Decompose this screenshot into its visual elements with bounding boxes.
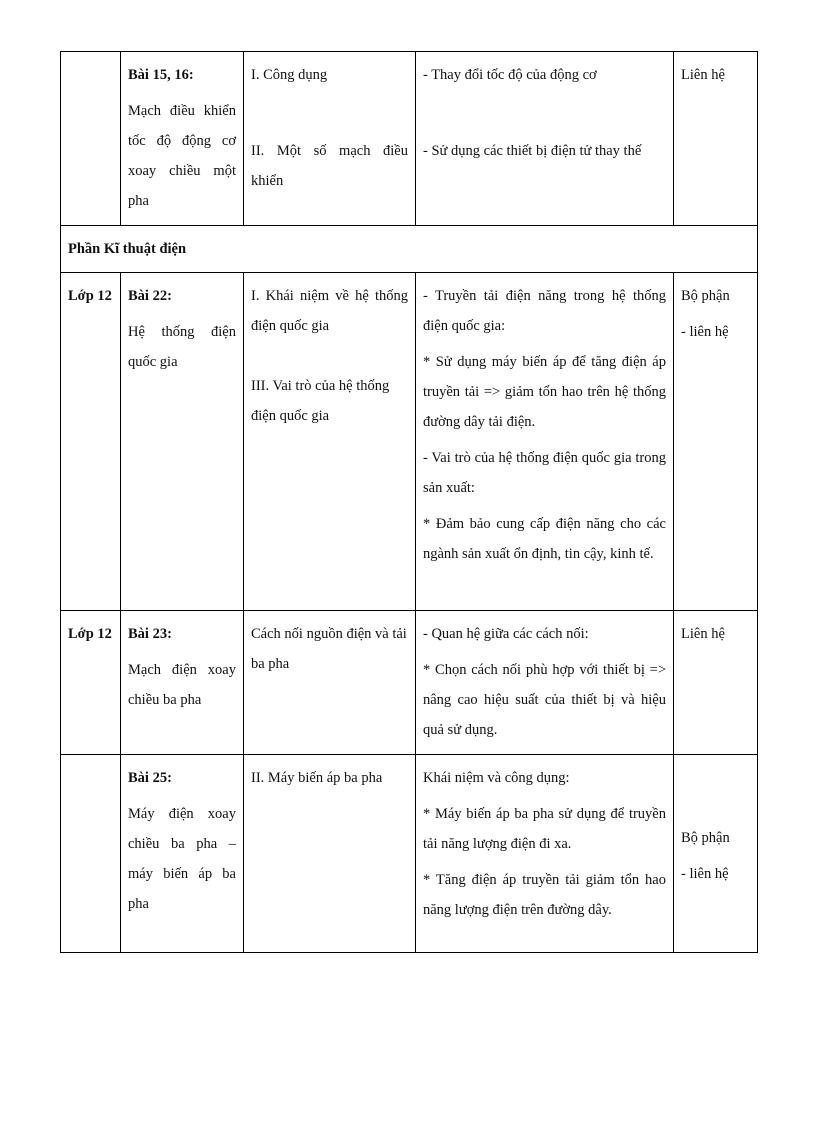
lesson-cell [121,273,244,611]
grade-cell [61,52,121,226]
lesson-cell [121,611,244,755]
content-item: I. Công dụng [251,67,328,83]
application-item: - Quan hệ giữa các cách nối: [423,626,589,642]
application-cell [416,755,674,953]
table-row [61,755,758,953]
lesson-name: Hệ thống điện quốc gia [128,324,236,370]
lesson-number: Bài 15, 16: [128,67,194,83]
method-text: - liên hệ [681,866,729,882]
application-item: - Sử dụng các thiết bị điện tử thay thế [423,143,642,159]
application-cell [416,611,674,755]
method-cell [674,755,758,953]
content-cell [244,273,416,611]
grade-cell [61,611,121,755]
content-cell [244,611,416,755]
lesson-number: Bài 25: [128,770,172,786]
lesson-number: Bài 23: [128,626,172,642]
content-item: II. Một số mạch điều khiển [251,143,408,189]
application-item: - Thay đổi tốc độ của động cơ [423,67,597,83]
content-item: II. Máy biến áp ba pha [251,770,383,786]
section-title-text: Phần Kĩ thuật điện [68,241,187,257]
method-text: - liên hệ [681,324,729,340]
application-cell [416,52,674,226]
lesson-number: Bài 22: [128,288,172,304]
application-item: * Sử dụng máy biến áp để tăng điện áp truyền tải => giảm tổn hao trên hệ thống đường dây tải điện. [423,354,666,430]
grade-text: Lớp 12 [68,288,112,304]
application-item: - Truyền tải điện năng trong hệ thống điện quốc gia: [423,288,666,334]
method-text: Bộ phận [681,830,730,846]
lesson-cell [121,52,244,226]
lesson-name: Mạch điều khiển tốc độ động cơ xoay chiều một pha [128,103,236,209]
table-row [61,273,758,611]
application-item: - Vai trò của hệ thống điện quốc gia trong sản xuất: [423,450,666,496]
grade-cell [61,273,121,611]
section-row [61,226,758,273]
content-cell [244,52,416,226]
application-cell [416,273,674,611]
lesson-table [60,51,758,953]
application-item: Khái niệm và công dụng: [423,770,570,786]
grade-text: Lớp 12 [68,626,112,642]
content-cell [244,755,416,953]
method-cell [674,273,758,611]
content-item: Cách nối nguồn điện và tải ba pha [251,626,407,672]
application-item: * Tăng điện áp truyền tải giảm tổn hao năng lượng điện trên đường dây. [423,872,666,918]
application-item: * Chọn cách nối phù hợp với thiết bị => nâng cao hiệu suất của thiết bị và hiệu quả sử dụng. [423,662,666,738]
table-row [61,52,758,226]
method-cell [674,52,758,226]
content-item: III. Vai trò của hệ thống điện quốc gia [251,378,390,424]
method-text: Bộ phận [681,288,730,304]
method-text: Liên hệ [681,67,725,83]
lesson-name: Máy điện xoay chiều ba pha – máy biến áp ba pha [128,806,236,912]
method-cell [674,611,758,755]
lesson-cell [121,755,244,953]
content-item: I. Khái niệm về hệ thống điện quốc gia [251,288,408,334]
application-item: * Đảm bảo cung cấp điện năng cho các ngành sản xuất ổn định, tin cậy, kinh tế. [423,516,666,562]
section-title [61,226,758,273]
method-text: Liên hệ [681,626,725,642]
application-item: * Máy biến áp ba pha sử dụng để truyền tải năng lượng điện đi xa. [423,806,666,852]
grade-cell [61,755,121,953]
lesson-name: Mạch điện xoay chiều ba pha [128,662,236,708]
table-row [61,611,758,755]
